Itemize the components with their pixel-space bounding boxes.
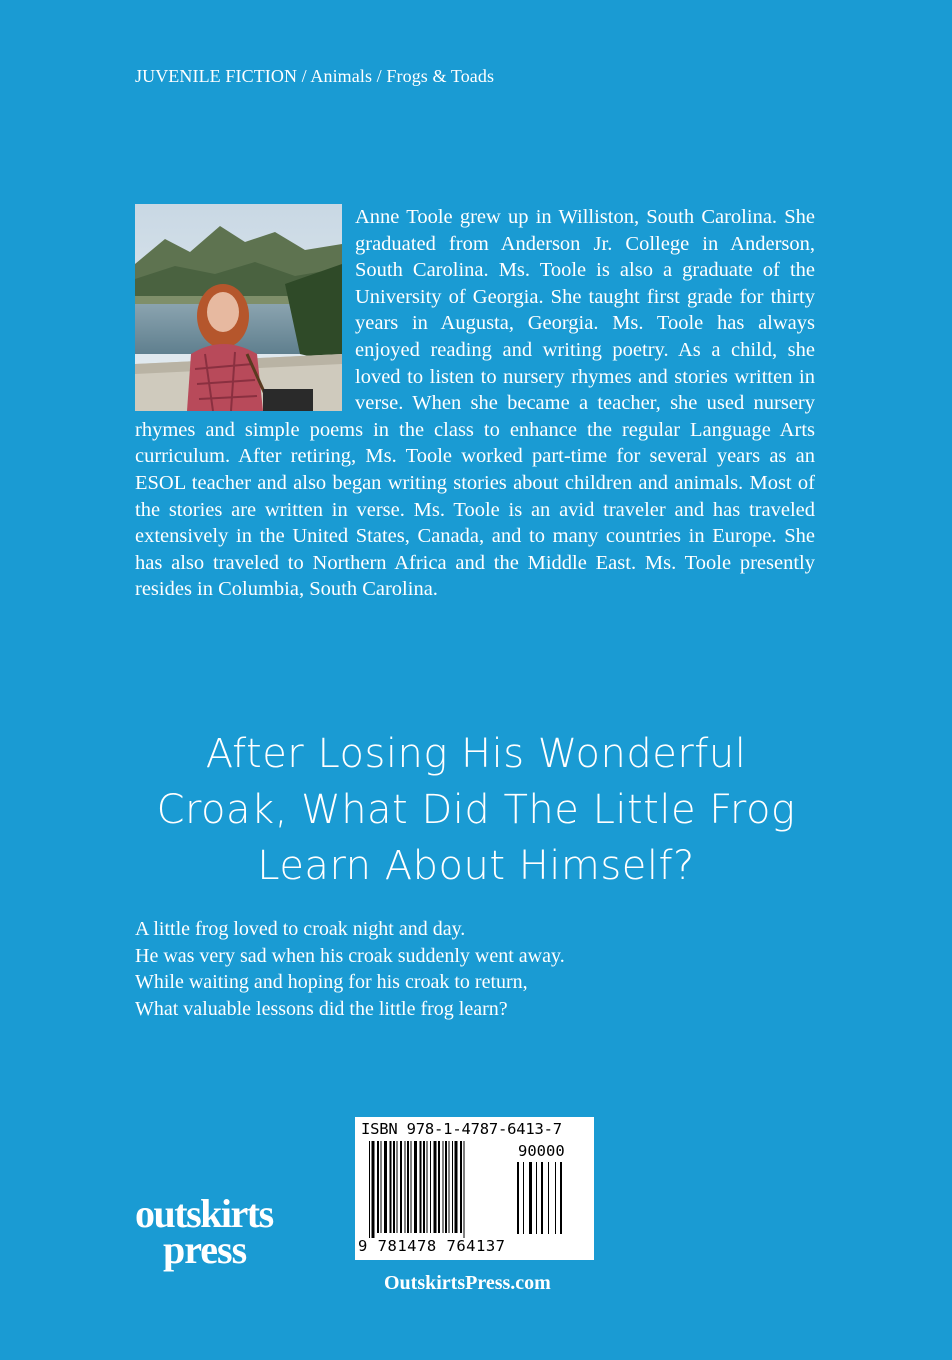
barcode-bar	[434, 1141, 437, 1233]
blurb-line-1: A little frog loved to croak night and day.	[135, 918, 466, 940]
blurb-line-2: He was very sad when his croak suddenly went away.	[135, 944, 565, 967]
barcode-bar	[414, 1141, 417, 1233]
author-photo	[135, 204, 342, 411]
addon-bar	[541, 1162, 543, 1234]
barcode-bar	[438, 1141, 440, 1233]
barcode-digits: 9 781478 764137	[358, 1237, 506, 1255]
barcode-bar	[405, 1141, 406, 1233]
barcode-bar	[464, 1141, 465, 1238]
barcode-bar	[372, 1141, 375, 1238]
barcode-bar	[427, 1141, 428, 1233]
barcode-bar	[400, 1141, 402, 1233]
publisher-logo-bottom: press	[163, 1227, 247, 1272]
barcode-bar	[460, 1141, 462, 1233]
headline-line-1: After Losing His Wonderful	[205, 731, 747, 777]
headline-line-3: Learn About Himself?	[257, 843, 695, 889]
addon-bar	[523, 1162, 524, 1234]
barcode-bar	[407, 1141, 409, 1233]
barcode-bar	[443, 1141, 444, 1233]
author-bio-text: Anne Toole grew up in Williston, South Carolina. She graduated from Anderson Jr. College in Anderson, South Carolina. Ms. Toole is also a graduate of the University of Georgia. She taught first grade for thirty years in Augusta, Georgia. Ms. Toole has always enjoyed reading and writing poetry. As a child, she loved to listen to nursery rhymes and stories written in verse. When she became a teacher, she used nursery rhymes and simple poems in the class to enhance the regular Language Arts curriculum. After retiring, Ms. Toole worked part-time for several years as an ESOL teacher and also began writing stories about children and animals. Most of the stories are written in verse. Ms. Toole is an avid traveler and has traveled extensively in the United States, Canada, and to many countries in Europe. She has also traveled to Northern Africa and the Middle East. Ms. Toole presently resides in Columbia, South Carolina.	[135, 206, 815, 601]
barcode-bar	[390, 1141, 392, 1233]
blurb-line-3: While waiting and hoping for his croak to return,	[135, 971, 528, 993]
blurb-line-4: What valuable lessons did the little frog learn?	[135, 997, 508, 1020]
barcode-bar	[445, 1141, 447, 1233]
barcode-bar	[393, 1141, 395, 1233]
barcode-bar	[381, 1141, 382, 1233]
category-label: JUVENILE FICTION / Animals / Frogs & Toads	[135, 66, 495, 86]
barcode-bar	[449, 1141, 450, 1233]
barcode-bar	[420, 1141, 422, 1233]
addon-bar	[555, 1162, 556, 1234]
addon-bar	[529, 1162, 532, 1234]
headline-line-2: Croak, What Did The Little Frog	[156, 787, 796, 833]
price-code: 90000	[518, 1142, 565, 1160]
barcode-bar	[455, 1141, 458, 1233]
addon-bar	[517, 1162, 519, 1234]
barcode-bar	[377, 1141, 379, 1233]
author-bio	[135, 204, 815, 603]
barcode-bar	[384, 1141, 387, 1233]
headline	[95, 726, 857, 894]
addon-bar	[548, 1162, 549, 1234]
barcode	[355, 1117, 594, 1260]
barcode-bar	[423, 1141, 425, 1233]
publisher-logo-top: outskirts	[135, 1191, 273, 1236]
barcode-bar	[452, 1141, 453, 1233]
barcode-bar	[369, 1141, 370, 1238]
barcode-bar	[397, 1141, 398, 1233]
blurb-verse	[135, 916, 835, 1022]
publisher-logo	[135, 1191, 273, 1272]
addon-bar	[536, 1162, 537, 1234]
addon-bar	[560, 1162, 562, 1234]
isbn-label: ISBN 978-1-4787-6413-7	[361, 1120, 562, 1138]
barcode-bar	[430, 1141, 431, 1233]
publisher-website: OutskirtsPress.com	[384, 1272, 551, 1294]
barcode-bar	[411, 1141, 412, 1233]
